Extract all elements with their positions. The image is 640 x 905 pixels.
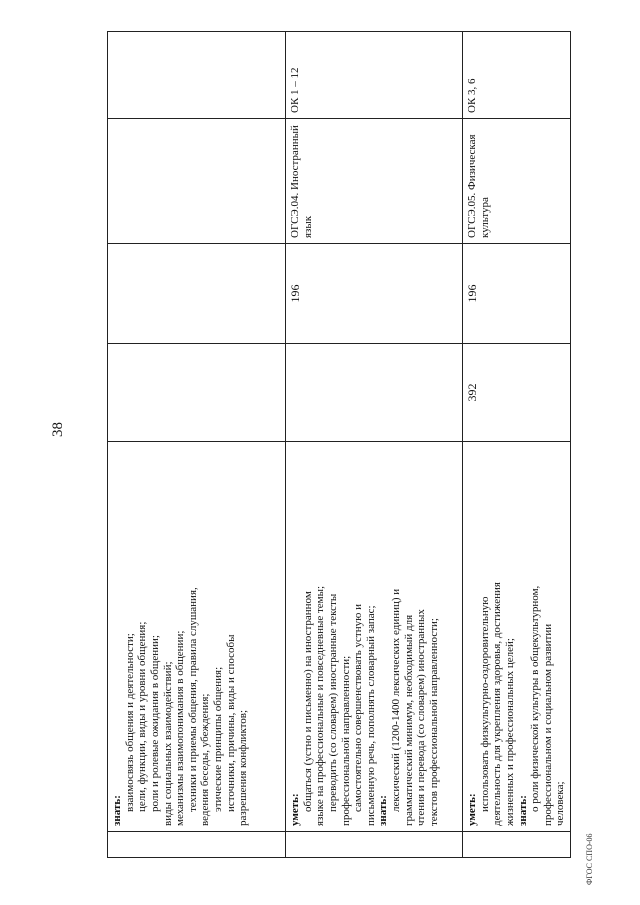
page-number: 38 — [50, 422, 66, 437]
knowledge-label: знать: — [516, 795, 529, 826]
content-line: грамматический минимум, необходимый для — [402, 614, 415, 826]
content-line: использовать физкультурно-оздоровительную — [478, 596, 491, 812]
competencies-cell — [108, 32, 286, 119]
content-line: роли и ролевые ожидания в общении; — [148, 635, 161, 812]
content-line: самостоятельно совершенствовать устную и — [352, 604, 365, 812]
index-cell — [463, 832, 571, 858]
content-line: источники, причины, виды и способы — [224, 634, 237, 812]
content-line: профессиональной направленности; — [339, 655, 352, 826]
content-line: жизненных и профессиональных целей; — [503, 638, 516, 826]
discipline-cell — [108, 119, 286, 244]
content-line: о роли физической культуры в общекультурном, — [529, 585, 542, 812]
content-line: текстов профессиональной направленности; — [428, 618, 441, 826]
total-hours-cell — [108, 344, 286, 442]
content-line: разрешения конфликтов; — [237, 709, 250, 826]
discipline-cell: ОГСЭ.04. Иностранный язык — [286, 119, 463, 244]
content-line: взаимосвязь общения и деятельности; — [123, 633, 136, 812]
knowledge-label: знать: — [111, 795, 123, 826]
skills-label: уметь: — [466, 793, 478, 826]
competencies-cell: ОК 1 – 12 — [286, 32, 463, 119]
content-line: общаться (устно и письменно) на иностранном — [301, 591, 314, 812]
curriculum-table-wrapper — [107, 32, 567, 858]
content-line: переводить (со словарем) иностранные тексты — [326, 593, 339, 812]
content-line: лексический (1200-1400 лексических единиц) и — [390, 588, 403, 812]
index-cell — [286, 832, 463, 858]
discipline-cell: ОГСЭ.05. Физическая культура — [463, 119, 571, 244]
content-line: профессиональном и социальном развитии — [541, 623, 554, 826]
content-line: ведения беседы, убеждения; — [199, 693, 212, 826]
content-cell — [463, 442, 571, 832]
skills-label: уметь: — [289, 793, 301, 826]
hours-cell: 196 — [286, 244, 463, 344]
table-row — [463, 32, 571, 858]
curriculum-table — [107, 31, 571, 858]
content-cell — [286, 442, 463, 832]
total-hours-cell: 392 — [463, 344, 571, 442]
competencies-cell: ОК 3, 6 — [463, 32, 571, 119]
content-line: цели, функции, виды и уровни общения; — [136, 621, 149, 812]
content-line: этические принципы общения; — [212, 666, 225, 812]
content-cell — [108, 442, 286, 832]
table-row — [286, 32, 463, 858]
table-row — [108, 32, 286, 858]
content-line: виды социальных взаимодействий; — [161, 661, 174, 826]
hours-cell: 196 — [463, 244, 571, 344]
content-line: техники и приемы общения, правила слушания, — [186, 587, 199, 812]
content-line: языке на профессиональные и повседневные темы; — [314, 585, 327, 826]
total-hours-cell — [286, 344, 463, 442]
content-line: деятельность для укрепления здоровья, достижения — [491, 582, 504, 826]
hours-cell — [108, 244, 286, 344]
index-cell — [108, 832, 286, 858]
content-line: человека; — [554, 781, 567, 826]
knowledge-label: знать: — [377, 795, 390, 826]
content-line: письменную речь, пополнять словарный запас; — [364, 605, 377, 826]
content-line: чтения и перевода (со словарем) иностранных — [415, 609, 428, 826]
content-line: механизмы взаимопонимания в общении; — [174, 630, 187, 826]
footer-mark: ФГОС СПО-06 — [585, 833, 594, 885]
